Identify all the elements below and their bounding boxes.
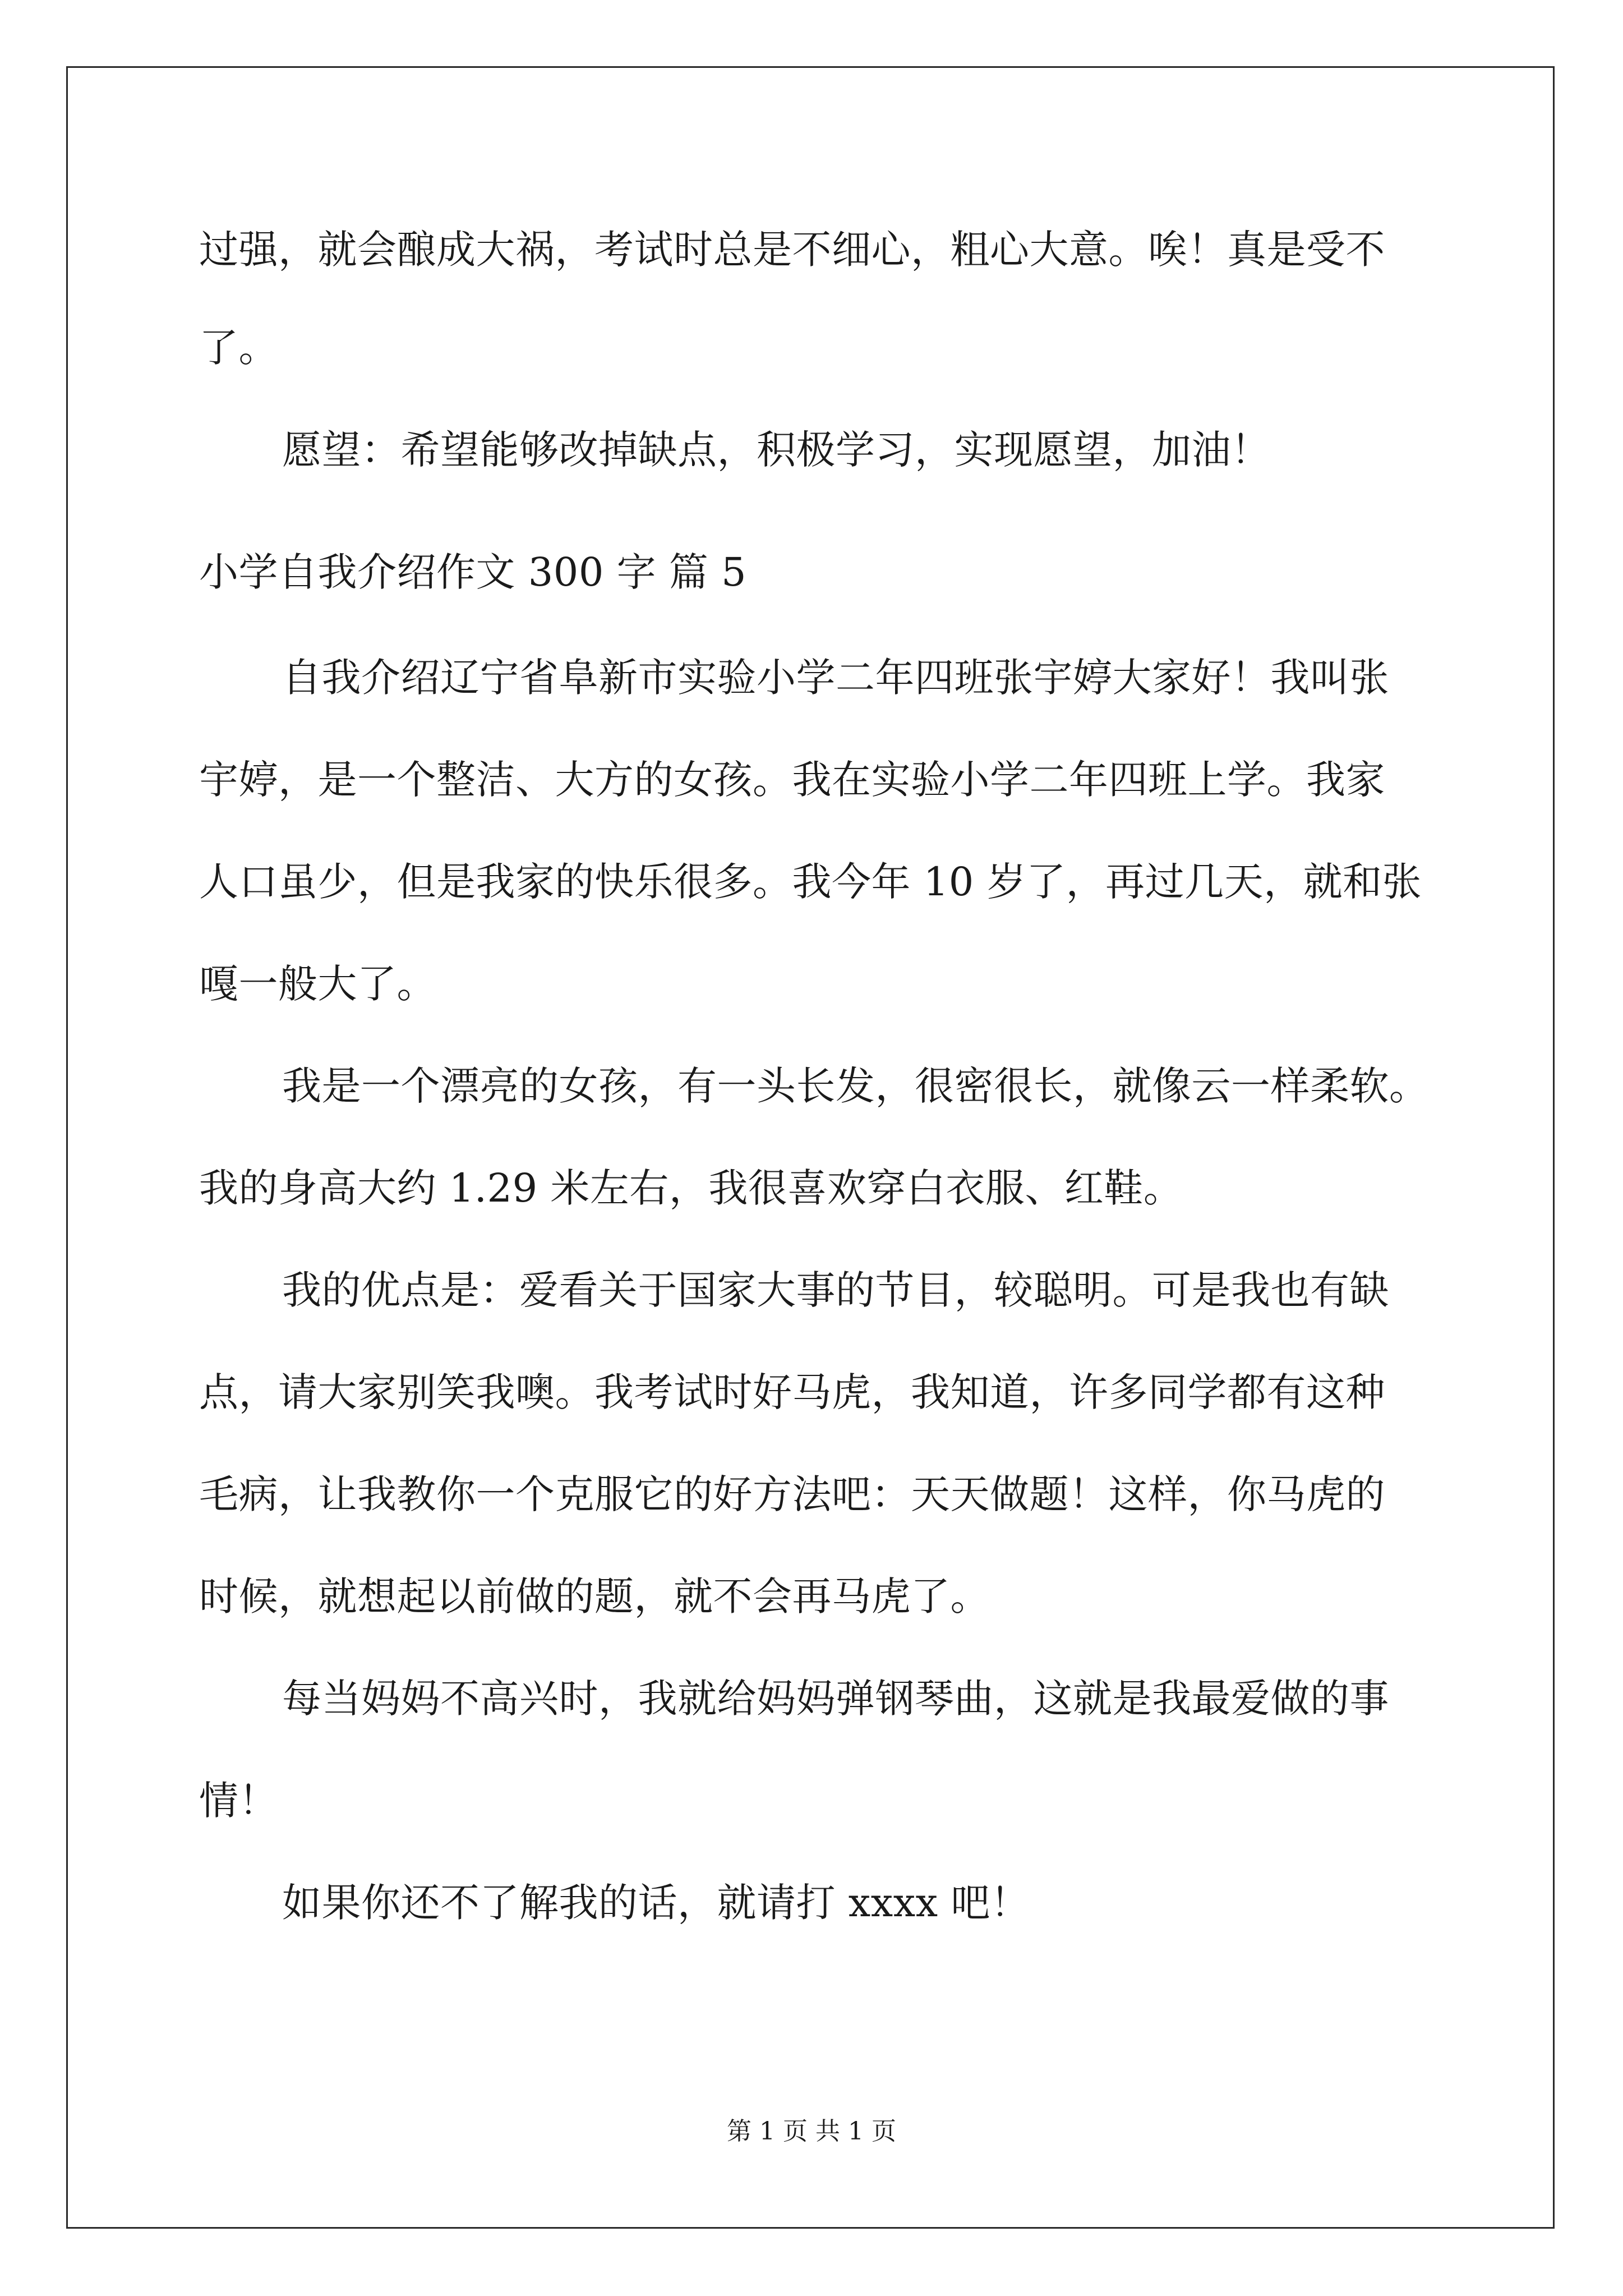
p5-line-3: 毛病，让我教你一个克服它的好方法吧：天天做题！这样，你马虎的 <box>199 1471 1385 1517</box>
p2-line-1: 愿望：希望能够改掉缺点，积极学习，实现愿望，加油！ <box>282 427 1271 473</box>
p6-line-2: 情！ <box>199 1778 278 1824</box>
section-heading: 小学自我介绍作文 300 字 篇 5 <box>199 549 747 595</box>
p5-line-4: 时候，就想起以前做的题，就不会再马虎了。 <box>199 1573 990 1619</box>
p5-line-1: 我的优点是：爱看关于国家大事的节目，较聪明。可是我也有缺 <box>282 1267 1389 1313</box>
p7-line-1: 如果你还不了解我的话，就请打 xxxx 吧！ <box>282 1880 1030 1926</box>
page-footer: 第 1 页 共 1 页 <box>727 2117 896 2146</box>
p3-line-1: 自我介绍辽宁省阜新市实验小学二年四班张宇婷大家好！我叫张 <box>282 655 1389 701</box>
p1-line-1: 过强，就会酿成大祸，考试时总是不细心，粗心大意。唉！真是受不 <box>199 227 1385 273</box>
p3-line-2: 宇婷，是一个整洁、大方的女孩。我在实验小学二年四班上学。我家 <box>199 757 1385 803</box>
p1-line-2: 了。 <box>199 325 278 371</box>
p4-line-1: 我是一个漂亮的女孩，有一头长发，很密很长，就像云一样柔软。 <box>282 1063 1429 1109</box>
p3-line-3: 人口虽少，但是我家的快乐很多。我今年 10 岁了，再过几天，就和张 <box>199 859 1422 905</box>
p6-line-1: 每当妈妈不高兴时，我就给妈妈弹钢琴曲，这就是我最爱做的事 <box>282 1676 1389 1722</box>
p5-line-2: 点，请大家别笑我噢。我考试时好马虎，我知道，许多同学都有这种 <box>199 1369 1385 1415</box>
p3-line-4: 嘎一般大了。 <box>199 961 436 1007</box>
p4-line-2: 我的身高大约 1.29 米左右，我很喜欢穿白衣服、红鞋。 <box>199 1165 1183 1211</box>
